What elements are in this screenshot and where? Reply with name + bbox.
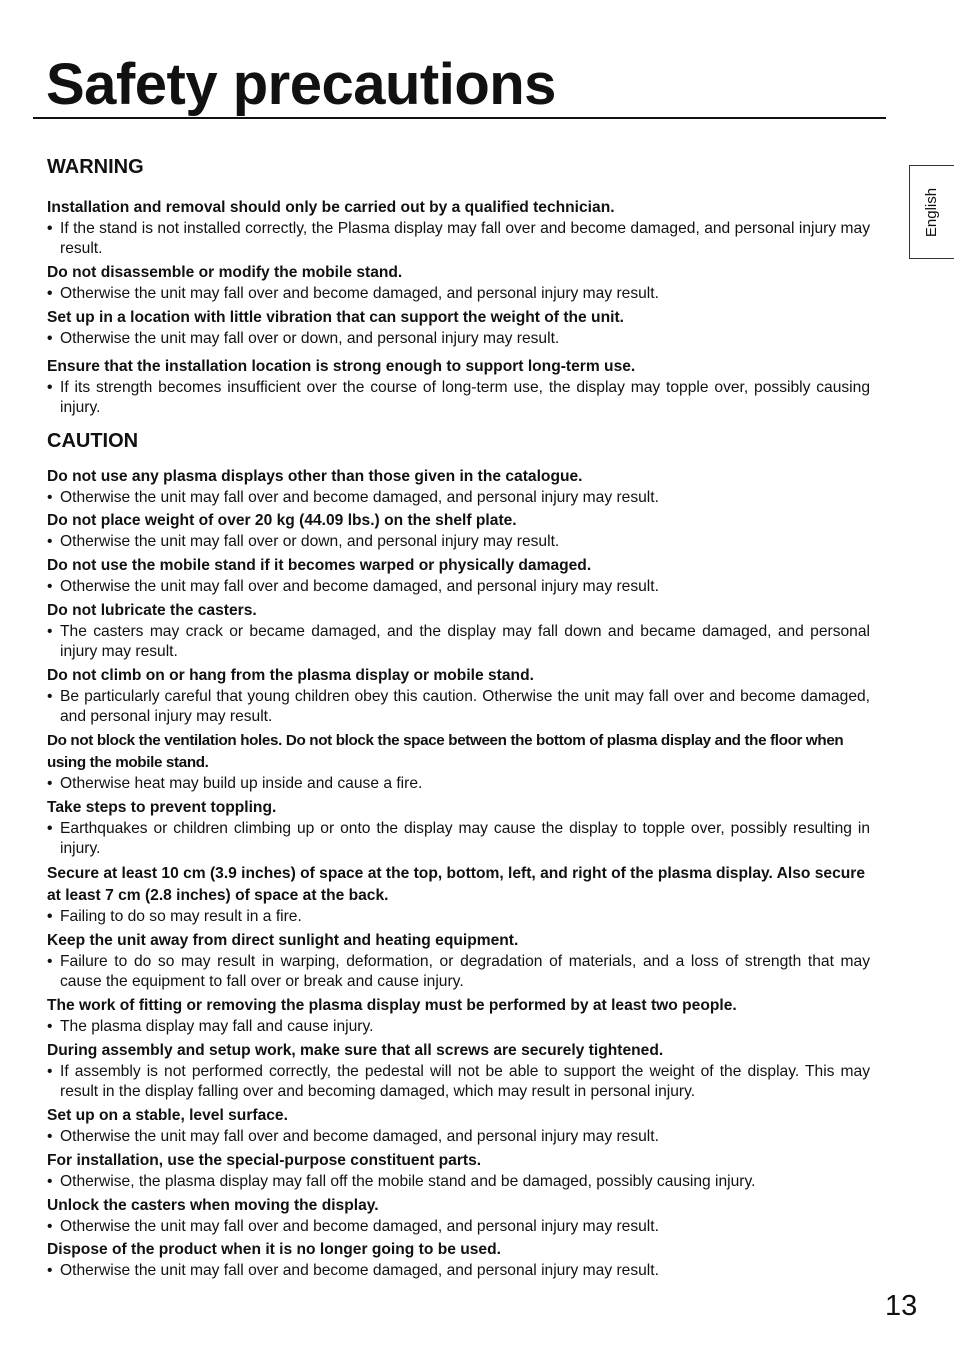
- caution-item-body: The casters may crack or became damaged, and the display may fall down and became damaged, and personal injury may result.: [60, 622, 870, 660]
- bullet: •: [47, 329, 53, 347]
- caution-item: [47, 1041, 870, 1103]
- caution-item: [47, 1151, 870, 1192]
- warning-item-text: [47, 219, 870, 260]
- caution-item-text: [47, 488, 870, 509]
- caution-item-body: Be particularly careful that young children obey this caution. Otherwise the unit may fall over and become damaged, and personal injury may result.: [60, 687, 870, 725]
- warning-item-body: Otherwise the unit may fall over or down, and personal injury may result.: [60, 329, 560, 347]
- caution-item-heading: Take steps to prevent toppling.: [47, 799, 277, 816]
- bullet: •: [47, 219, 53, 237]
- language-tab: [909, 165, 954, 259]
- caution-item-text: [47, 1127, 870, 1148]
- warning-item-heading: Ensure that the installation location is strong enough to support long-term use.: [47, 358, 636, 375]
- caution-item-body: Otherwise the unit may fall over and become damaged, and personal injury may result.: [60, 1217, 659, 1235]
- caution-item: [47, 798, 870, 860]
- caution-item: [47, 1240, 870, 1281]
- caution-item: [47, 1196, 870, 1237]
- bullet: •: [47, 1172, 53, 1190]
- caution-item-heading: Unlock the casters when moving the display.: [47, 1197, 379, 1214]
- caution-item-body: Otherwise the unit may fall over or down, and personal injury may result.: [60, 532, 560, 550]
- caution-item-heading: Do not block the ventilation holes. Do not block the space between the bottom of plasma display and the floor when using the mobile stand.: [47, 732, 844, 771]
- caution-item-heading: Keep the unit away from direct sunlight and heating equipment.: [47, 932, 519, 949]
- caution-item: [47, 467, 870, 508]
- caution-item-text: [47, 1172, 870, 1193]
- caution-item: [47, 730, 870, 795]
- warning-heading: WARNING: [47, 156, 144, 178]
- caution-item-text: [47, 687, 870, 728]
- caution-item-text: [47, 907, 870, 928]
- bullet: •: [47, 378, 53, 396]
- bullet: •: [47, 687, 53, 705]
- caution-item-body: The plasma display may fall and cause injury.: [60, 1017, 374, 1035]
- warning-item-heading: Installation and removal should only be carried out by a qualified technician.: [47, 199, 615, 216]
- caution-item-heading: Do not climb on or hang from the plasma display or mobile stand.: [47, 667, 534, 684]
- warning-item-body: If the stand is not installed correctly, the Plasma display may fall over and become damaged, and personal injury may result.: [60, 219, 870, 257]
- page-number: 13: [885, 1290, 918, 1322]
- caution-item-text: [47, 622, 870, 663]
- caution-item: [47, 601, 870, 663]
- warning-item-body: Otherwise the unit may fall over and become damaged, and personal injury may result.: [60, 284, 659, 302]
- bullet: •: [47, 622, 53, 640]
- bullet: •: [47, 775, 53, 792]
- caution-item-text: [47, 819, 870, 860]
- bullet: •: [47, 284, 53, 302]
- caution-item-body: Earthquakes or children climbing up or onto the display may cause the display to topple over, possibly resulting in injury.: [60, 819, 870, 857]
- caution-item: [47, 666, 870, 728]
- warning-item-heading: Set up in a location with little vibration that can support the weight of the unit.: [47, 309, 624, 326]
- caution-item-heading: Dispose of the product when it is no longer going to be used.: [47, 1241, 501, 1258]
- caution-item-body: Otherwise heat may build up inside and cause a fire.: [60, 775, 423, 792]
- caution-item-text: [47, 1062, 870, 1103]
- caution-item-body: Failure to do so may result in warping, deformation, or degradation of materials, and a loss of strength that may cause the equipment to fall over or break and cause injury.: [60, 952, 870, 990]
- warning-item: [47, 308, 870, 349]
- caution-item: [47, 1106, 870, 1147]
- caution-item: [47, 931, 870, 993]
- caution-item-heading: Secure at least 10 cm (3.9 inches) of space at the top, bottom, left, and right of the plasma display. Also secure at least 7 cm (2.8 inches) of space at the back.: [47, 865, 866, 904]
- bullet: •: [47, 1017, 53, 1035]
- warning-item: [47, 198, 870, 260]
- language-tab-label: English: [923, 187, 941, 237]
- caution-item-body: Otherwise, the plasma display may fall off the mobile stand and be damaged, possibly causing injury.: [60, 1172, 756, 1190]
- bullet: •: [47, 1217, 53, 1235]
- caution-item-heading: The work of fitting or removing the plasma display must be performed by at least two people.: [47, 997, 737, 1014]
- caution-item-heading: Set up on a stable, level surface.: [47, 1107, 288, 1124]
- caution-item-text: [47, 952, 870, 993]
- warning-item-text: [47, 329, 870, 350]
- caution-item-text: [47, 1017, 870, 1038]
- bullet: •: [47, 488, 53, 506]
- caution-item-heading: For installation, use the special-purpose constituent parts.: [47, 1152, 482, 1169]
- caution-item-text: [47, 1217, 870, 1238]
- caution-item-heading: During assembly and setup work, make sure that all screws are securely tightened.: [47, 1042, 664, 1059]
- warning-item-body: If its strength becomes insufficient over the course of long-term use, the display may topple over, possibly causing injury.: [60, 378, 870, 416]
- bullet: •: [47, 819, 53, 837]
- bullet: •: [47, 577, 53, 595]
- page-title: Safety precautions: [46, 52, 556, 117]
- bullet: •: [47, 1127, 53, 1145]
- caution-item-heading: Do not lubricate the casters.: [47, 602, 257, 619]
- bullet: •: [47, 532, 53, 550]
- caution-item-text: [47, 577, 870, 598]
- caution-item: [47, 556, 870, 597]
- caution-item: [47, 996, 870, 1037]
- caution-item-body: Otherwise the unit may fall over and become damaged, and personal injury may result.: [60, 1261, 659, 1279]
- caution-item: [47, 511, 870, 552]
- caution-item-heading: Do not use any plasma displays other than those given in the catalogue.: [47, 468, 583, 485]
- caution-item-heading: Do not use the mobile stand if it becomes warped or physically damaged.: [47, 557, 592, 574]
- caution-heading: CAUTION: [47, 430, 139, 452]
- warning-item-text: [47, 284, 870, 305]
- caution-item-text: [47, 1261, 870, 1282]
- bullet: •: [47, 908, 53, 925]
- caution-item-body: Otherwise the unit may fall over and become damaged, and personal injury may result.: [60, 1127, 659, 1145]
- caution-item-heading: Do not place weight of over 20 kg (44.09 lbs.) on the shelf plate.: [47, 512, 517, 529]
- caution-item-text: [47, 532, 870, 553]
- warning-item: [47, 357, 870, 419]
- caution-item-body: Otherwise the unit may fall over and become damaged, and personal injury may result.: [60, 488, 659, 506]
- caution-item: [47, 863, 870, 928]
- caution-item-body: Otherwise the unit may fall over and become damaged, and personal injury may result.: [60, 577, 659, 595]
- warning-item-heading: Do not disassemble or modify the mobile stand.: [47, 264, 403, 281]
- caution-item-body: If assembly is not performed correctly, the pedestal will not be able to support the weight of the display. This may result in the display falling over and becoming damaged, which may result in personal injury.: [60, 1062, 870, 1100]
- title-rule: [33, 117, 886, 119]
- caution-item-body: Failing to do so may result in a fire.: [60, 908, 302, 925]
- bullet: •: [47, 952, 53, 970]
- warning-item: [47, 263, 870, 304]
- bullet: •: [47, 1261, 53, 1279]
- bullet: •: [47, 1062, 53, 1080]
- warning-item-text: [47, 378, 870, 419]
- caution-item-text: [47, 774, 870, 795]
